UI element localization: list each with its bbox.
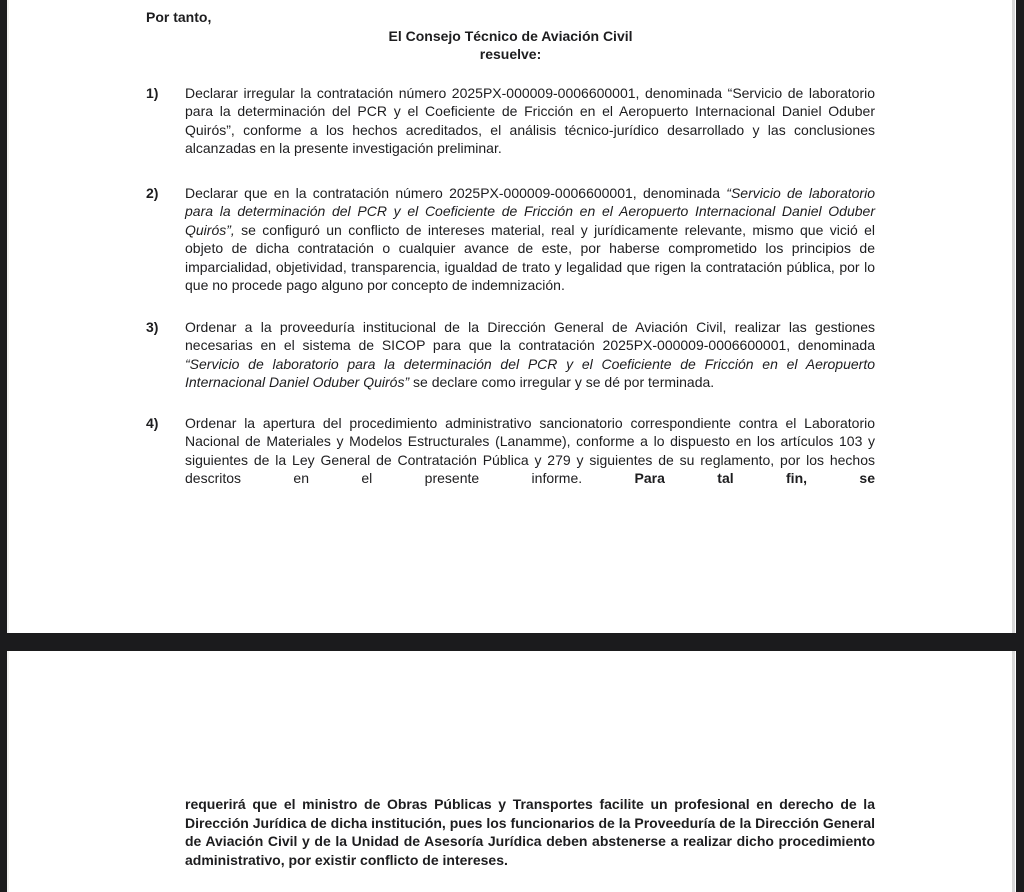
item-text: Declarar que en la contratación número 2025PX-000009-0006600001, denominada “Servicio de laboratorio para la determinación del PCR y el Coeficiente de Fricción en el Aeropuerto Internacional Daniel Oduber Quirós”, se configuró un conflicto de intereses material, real y jurídicamente relevante, mismo que vició el objeto de dicha contratación o cualquier avance de este, por haberse comprometido los principios de imparcialidad, objetividad, transparencia, igualdad de trato y legalidad que rigen la contratación pública, por lo que no procede pago alguno por concepto de indemnización. [185,184,875,293]
heading-authority: El Consejo Técnico de Aviación Civil [388,27,633,44]
item-number: 4) [146,414,159,431]
page-right-edge-shadow [1012,0,1015,892]
resolution-item-4 [146,414,875,488]
page-1-content [146,8,875,488]
item-number: 2) [146,184,159,201]
resolution-item-2 [146,184,875,295]
item-number: 1) [146,84,159,101]
heading-resolves: resuelve: [479,46,542,62]
resolution-item-3 [146,318,875,392]
resolution-heading [146,27,875,64]
item-text: Ordenar a la proveeduría institucional de la Dirección General de Aviación Civil, realizar las gestiones necesarias en el sistema de SICOP para que la contratación 2025PX-000009-0006600001, denominada “Servicio de laboratorio para la determinación del PCR y el Coeficiente de Fricción en el Aeropuerto Internacional Daniel Oduber Quirós” se declare como irregular y se dé por terminada. [185,318,875,390]
resolution-list [146,84,875,488]
item-text: Ordenar la apertura del procedimiento administrativo sancionatorio correspondiente contra el Laboratorio Nacional de Materiales y Modelos Estructurales (Lanamme), conforme a lo dispuesto en los artículos 103 y siguientes de la Ley General de Contratación Pública y 279 y siguientes de su reglamento, por los hechos descritos en el presente informe. Para tal fin, se [185,414,875,486]
right-frame-edge [1016,0,1024,892]
page-separator-band [0,633,1024,651]
continuation-paragraph: requerirá que el ministro de Obras Públicas y Transportes facilite un profesional en derecho de la Dirección Jurídica de dicha institución, pues los funcionarios de la Proveeduría de la Dirección General de Aviación Civil y de la Unidad de Asesoría Jurídica deben abstenerse a realizar dicho procedimiento administrativo, por existir conflicto de intereses. [185,796,875,868]
left-frame-edge [0,0,7,892]
resolution-item-1 [146,84,875,158]
page-left-edge-shadow [7,0,9,892]
item-number: 3) [146,318,159,335]
intro-phrase: Por tanto, [146,9,212,25]
item-text: Declarar irregular la contratación número 2025PX-000009-0006600001, denominada “Servicio de laboratorio para la determinación del PCR y el Coeficiente de Fricción en el Aeropuerto Internacional Daniel Oduber Quirós”, conforme a los hechos acreditados, el análisis técnico-jurídico desarrollado y las conclusiones alcanzadas en la presente investigación preliminar. [185,84,875,156]
